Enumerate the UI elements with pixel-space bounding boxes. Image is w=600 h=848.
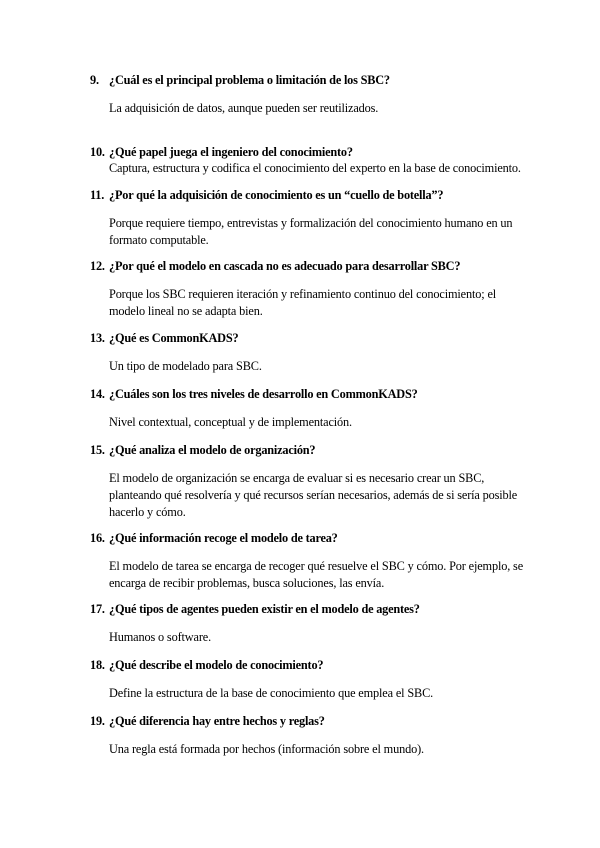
- qa-item-10: [90, 144, 530, 177]
- qa-item-11: [90, 187, 530, 249]
- question-heading: [90, 713, 530, 729]
- question-text: ¿Por qué el modelo en cascada no es adecuado para desarrollar SBC?: [109, 259, 461, 273]
- question-number: 17.: [90, 602, 105, 616]
- question-text: ¿Qué analiza el modelo de organización?: [109, 443, 316, 457]
- question-heading: [90, 330, 530, 346]
- answer-text: La adquisición de datos, aunque pueden ser reutilizados.: [109, 101, 379, 115]
- question-text: ¿Cuáles son los tres niveles de desarrollo en CommonKADS?: [109, 387, 418, 401]
- question-heading: [90, 601, 530, 617]
- question-heading: [90, 72, 530, 88]
- answer-text: El modelo de organización se encarga de evaluar si es necesario crear un SBC, planteando qué resolvería y qué recursos serían necesarios, además de si sería posible hacerlo y cómo.: [109, 471, 518, 519]
- question-number: 9.: [90, 73, 99, 87]
- question-text: ¿Qué diferencia hay entre hechos y reglas?: [109, 714, 325, 728]
- answer-text: Humanos o software.: [109, 630, 211, 644]
- question-heading: [90, 386, 530, 402]
- question-number: 14.: [90, 387, 105, 401]
- answer-text: Un tipo de modelado para SBC.: [109, 359, 262, 373]
- qa-item-15: [90, 442, 530, 521]
- question-heading: [90, 657, 530, 673]
- question-text: ¿Por qué la adquisición de conocimiento es un “cuello de botella”?: [109, 188, 444, 202]
- answer-text: Porque los SBC requieren iteración y refinamiento continuo del conocimiento; el modelo lineal no se adapta bien.: [109, 287, 497, 318]
- answer-text: Define la estructura de la base de conocimiento que emplea el SBC.: [109, 686, 434, 700]
- answer-text: Porque requiere tiempo, entrevistas y formalización del conocimiento humano en un formato computable.: [109, 216, 513, 247]
- answer-text: Una regla está formada por hechos (información sobre el mundo).: [109, 742, 424, 756]
- question-heading: [90, 144, 530, 160]
- qa-item-9: [90, 72, 530, 117]
- question-number: 15.: [90, 443, 105, 457]
- question-number: 12.: [90, 259, 105, 273]
- qa-item-16: [90, 530, 530, 592]
- question-text: ¿Cuál es el principal problema o limitación de los SBC?: [109, 73, 390, 87]
- qa-item-14: [90, 386, 530, 431]
- question-number: 19.: [90, 714, 105, 728]
- question-number: 11.: [90, 188, 105, 202]
- question-number: 13.: [90, 331, 105, 345]
- question-number: 10.: [90, 145, 105, 159]
- question-number: 18.: [90, 658, 105, 672]
- qa-item-17: [90, 601, 530, 646]
- question-heading: [90, 258, 530, 274]
- answer-text: Nivel contextual, conceptual y de implementación.: [109, 415, 352, 429]
- question-text: ¿Qué describe el modelo de conocimiento?: [109, 658, 324, 672]
- question-text: ¿Qué papel juega el ingeniero del conocimiento?: [109, 145, 353, 159]
- question-heading: [90, 442, 530, 458]
- answer-text: El modelo de tarea se encarga de recoger qué resuelve el SBC y cómo. Por ejemplo, se encarga de recibir problemas, busca soluciones, las envía.: [109, 559, 523, 590]
- qa-item-19: [90, 713, 530, 758]
- answer-text: Captura, estructura y codifica el conocimiento del experto en la base de conocimiento.: [109, 161, 521, 175]
- qa-item-18: [90, 657, 530, 702]
- question-text: ¿Qué es CommonKADS?: [109, 331, 239, 345]
- qa-item-13: [90, 330, 530, 375]
- question-heading: [90, 187, 530, 203]
- question-text: ¿Qué información recoge el modelo de tarea?: [109, 531, 338, 545]
- question-heading: [90, 530, 530, 546]
- question-text: ¿Qué tipos de agentes pueden existir en el modelo de agentes?: [109, 602, 420, 616]
- qa-item-12: [90, 258, 530, 320]
- question-number: 16.: [90, 531, 105, 545]
